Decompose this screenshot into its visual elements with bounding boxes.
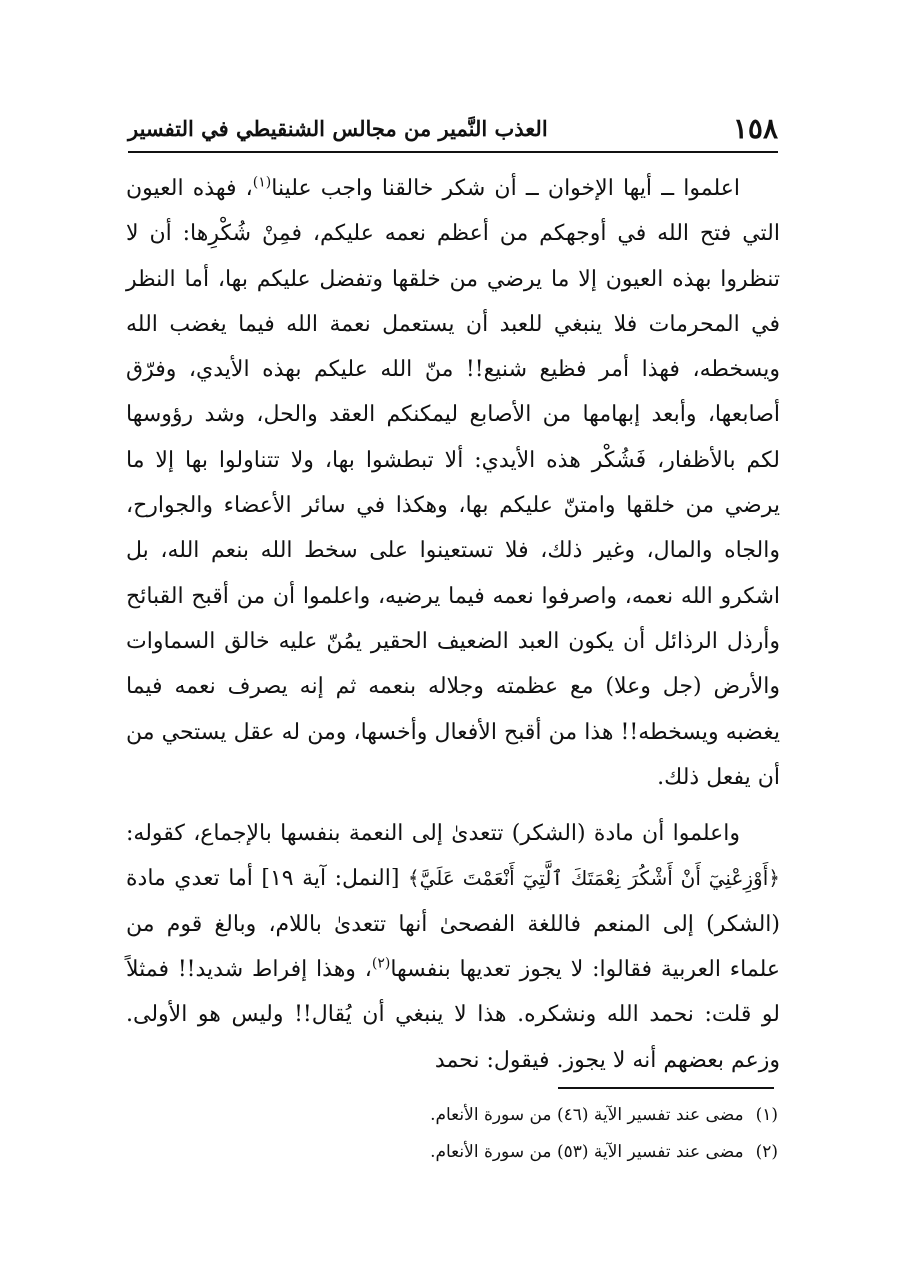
- quran-verse: ﴿أَوْزِعْنِيٓ أَنْ أَشْكُرَ نِعْمَتَكَ ٱلَّتِيٓ أَنْعَمْتَ عَلَيَّ﴾: [407, 866, 780, 891]
- paragraph-2: [126, 811, 780, 1083]
- page-number: ١٥٨: [732, 111, 778, 145]
- page-header: [128, 108, 778, 148]
- body-text: [126, 166, 780, 1083]
- footnote-ref-1: (١): [252, 174, 272, 191]
- header-rule: [128, 151, 778, 153]
- footnote-number: (١): [755, 1105, 778, 1125]
- footnote-text: مضى عند تفسير الآية (٤٦) من سورة الأنعام.: [430, 1105, 744, 1125]
- footnote-item-2: [126, 1134, 778, 1171]
- footnote-item-1: [126, 1097, 778, 1134]
- footnote-rule: [558, 1087, 774, 1089]
- footnotes: [126, 1097, 778, 1171]
- paragraph-2-text-c: ، وهذا إفراط شديد!! فمثلاً لو قلت: نحمد الله ونشكره. هذا لا ينبغي أن يُقال!! وليس هو الأولى. وزعم بعضهم أنه لا يجوز. فيقول: نحمد: [126, 957, 780, 1073]
- paragraph-1-text-b: ، فهذه العيون التي فتح الله في أوجهكم من أعظم نعمه عليكم، فمِنْ شُكْرِها: أن لا تنظروا بهذه العيون إلا ما يرضي من خلقها وتفضل عليكم بها، أما النظر في المحرمات فلا ينبغي للعبد أن يستعمل نعمة الله فيما يغضب الله ويسخطه، فهذا أمر فظيع شنيع!! منّ الله عليكم بهذه الأيدي، وفرّق أصابعها، وأبعد إبهامها من الأصابع ليمكنكم العقد والحل، وشد رؤوسها لكم بالأظفار، فَشُكْر هذه الأيدي: ألا تبطشوا بها، ولا تتناولوا بها إلا ما يرضي من خلقها وامتنّ عليكم بها، وهكذا في سائر الأعضاء والجوارح، والجاه والمال، وغير ذلك، فلا تستعينوا على سخط الله بنعم الله، بل اشكرو الله نعمه، واصرفوا نعمه فيما يرضيه، واعلموا أن من أقبح القبائح وأرذل الرذائل أن يكون العبد الضعيف الحقير يمُنّ عليه خالق السماوات والأرض (جل وعلا) مع عظمته وجلاله بنعمه ثم إنه يصرف نعمه فيما يغضبه ويسخطه!! هذا من أقبح الأفعال وأخسها، ومن له عقل يستحي من أن يفعل ذلك.: [126, 176, 780, 790]
- footnote-text: مضى عند تفسير الآية (٥٣) من سورة الأنعام.: [430, 1142, 744, 1162]
- paragraph-1: [126, 166, 780, 800]
- paragraph-1-text-a: اعلموا ــ أيها الإخوان ــ أن شكر خالقنا واجب علينا: [271, 176, 740, 201]
- running-title: العذب النَّمير من مجالس الشنقيطي في التفسير: [128, 115, 548, 141]
- footnote-ref-2: (٢): [371, 955, 391, 972]
- paragraph-2-text-b: [النمل: آية ١٩] أما تعدي مادة (الشكر) إلى المنعم فاللغة الفصحىٰ أنها تتعدىٰ باللام، وبالغ قوم من علماء العربية فقالوا: لا يجوز تعديها بنفسها: [126, 866, 781, 983]
- footnote-number: (٢): [755, 1142, 778, 1162]
- paragraph-2-text-a: واعلموا أن مادة (الشكر) تتعدىٰ إلى النعمة بنفسها بالإجماع، كقوله:: [126, 821, 740, 847]
